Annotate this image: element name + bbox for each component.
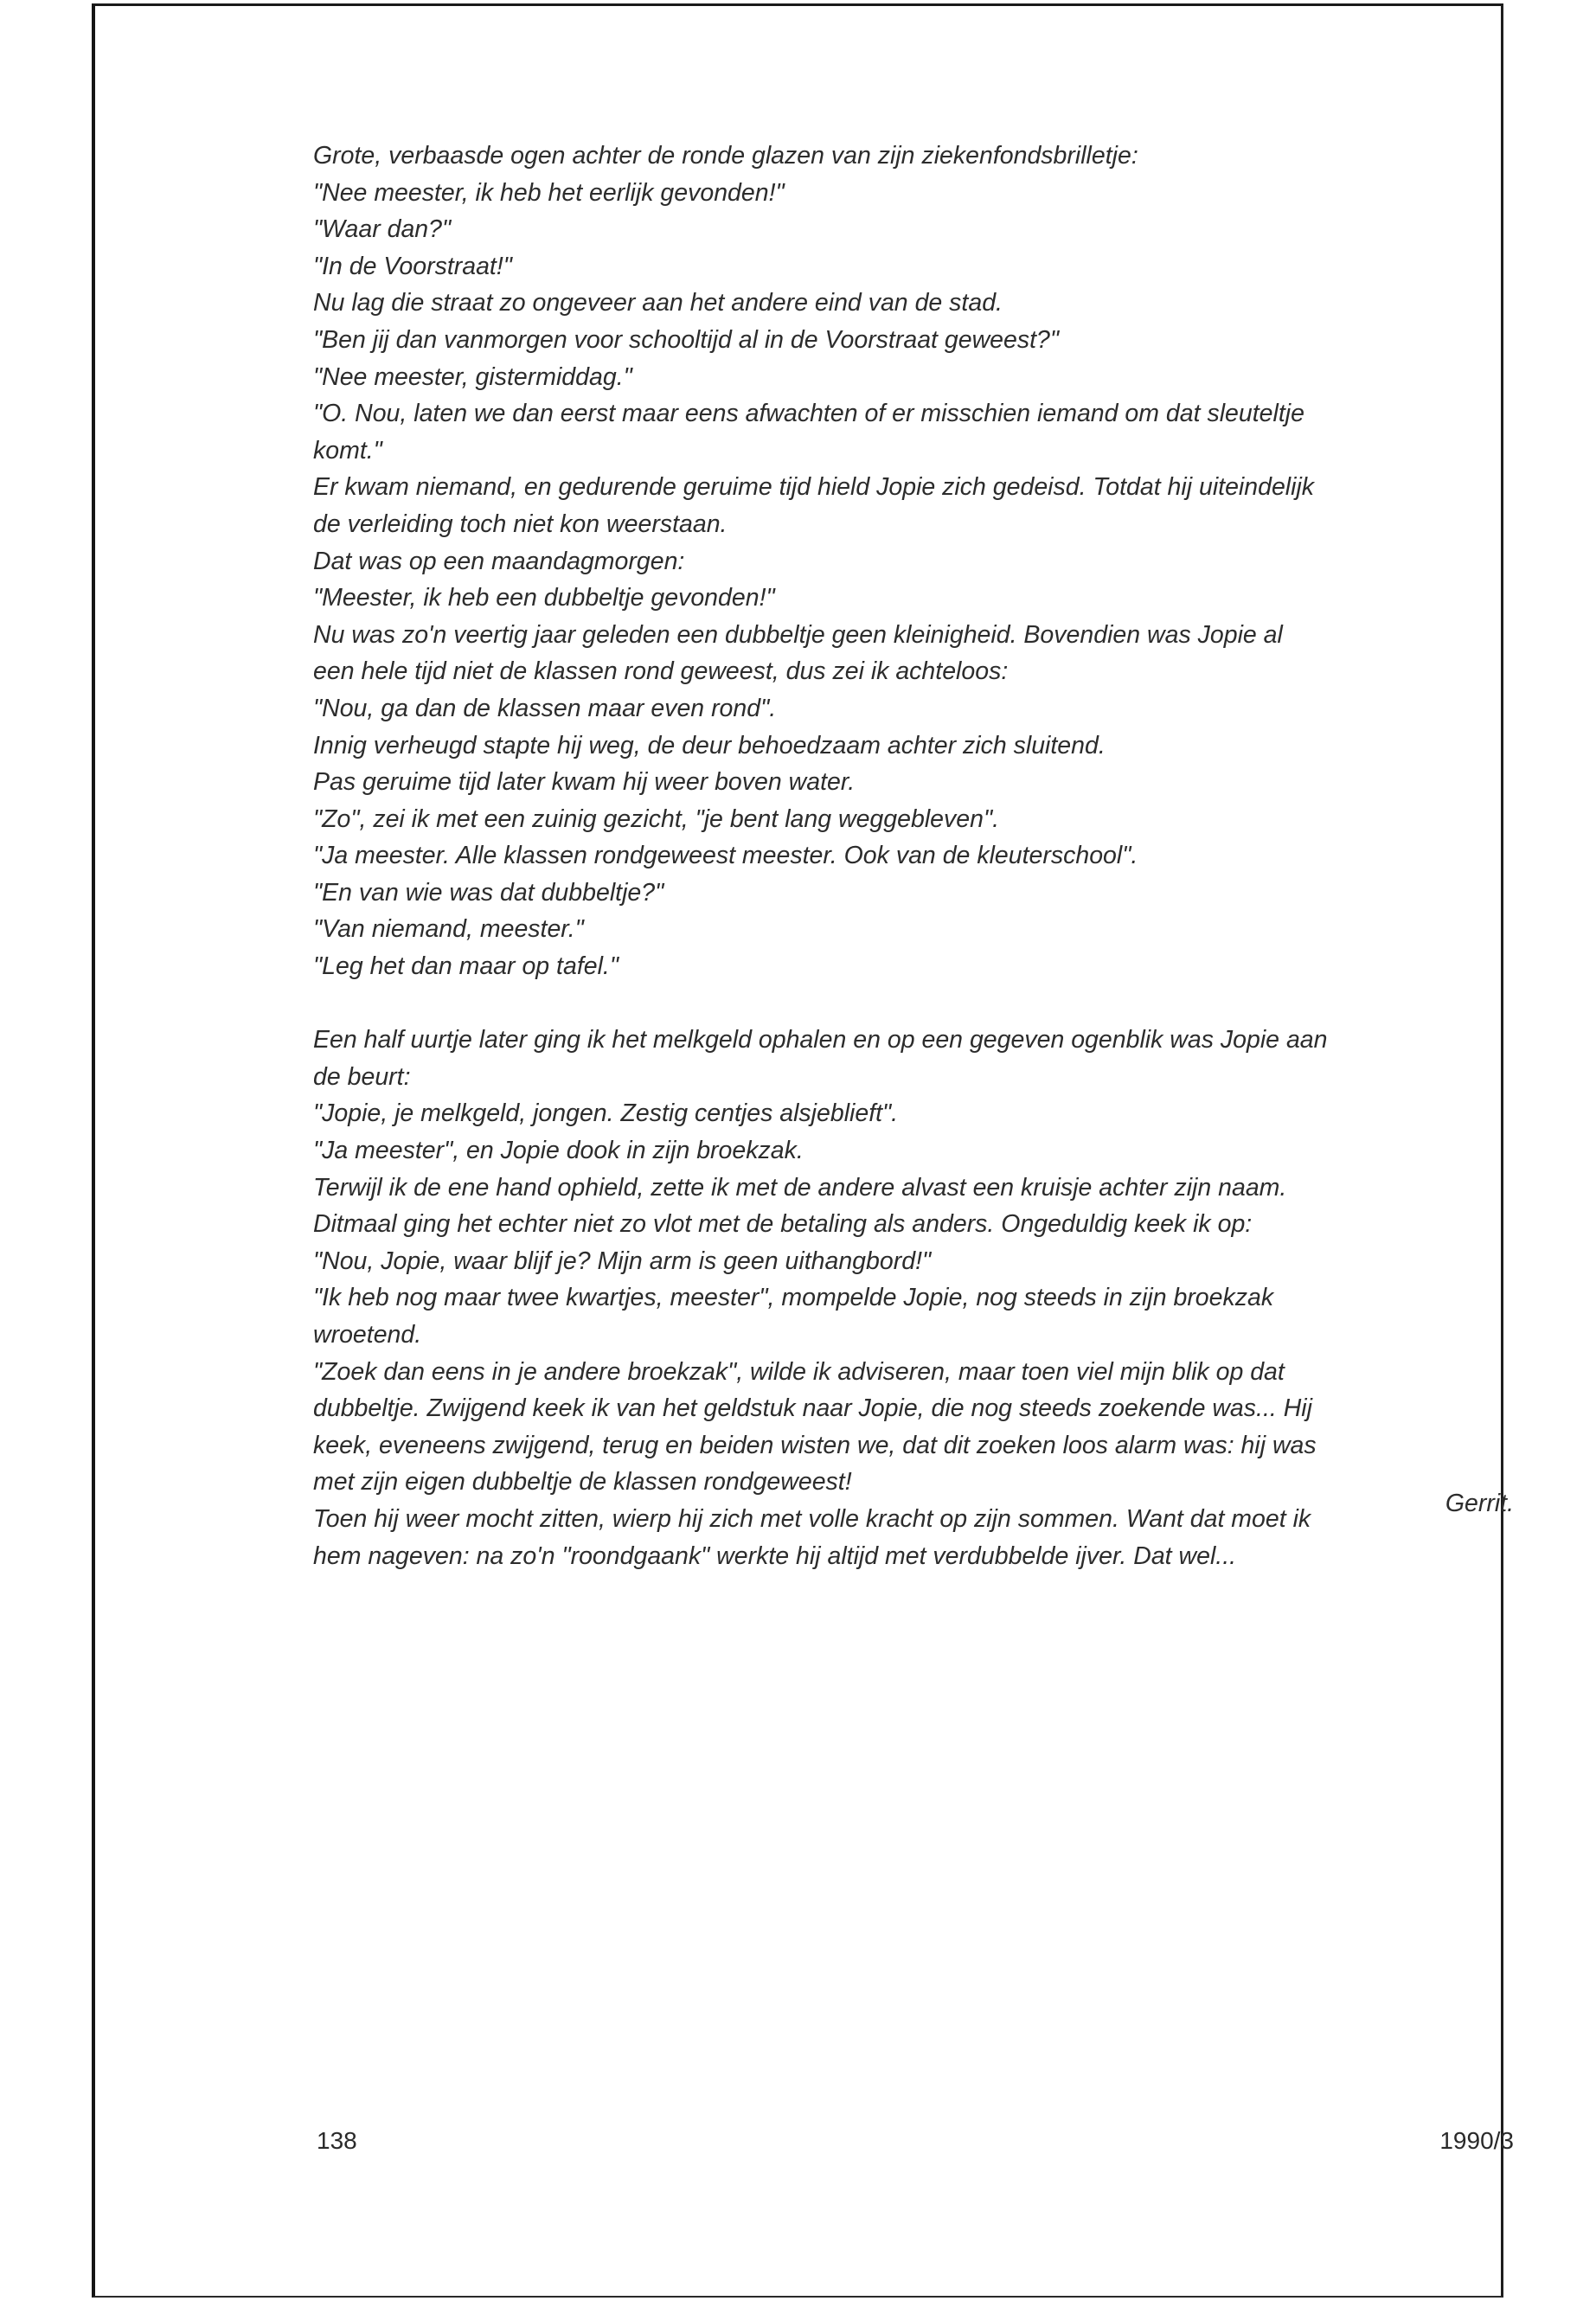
text-line: hem nageven: na zo'n "roondgaank" werkte hij altijd met verdubbelde ijver. Dat wel...: [313, 1541, 1237, 1570]
text-line: de verleiding toch niet kon weerstaan.: [313, 510, 727, 538]
paragraph-gap: [313, 985, 1516, 1022]
text-line: met zijn eigen dubbeltje de klassen rondgeweest!: [313, 1468, 852, 1497]
text-line: "In de Voorstraat!": [313, 252, 512, 280]
text-line: Innig verheugd stapte hij weg, de deur behoedzaam achter zich sluitend.: [313, 731, 1106, 760]
text-line: "Meester, ik heb een dubbeltje gevonden!": [313, 584, 775, 612]
text-line: "Jopie, je melkgeld, jongen. Zestig centjes alsjeblieft".: [313, 1099, 899, 1128]
text-line: de beurt:: [313, 1062, 411, 1091]
text-line: "Waar dan?": [313, 215, 452, 244]
text-line: komt.": [313, 436, 382, 465]
scanned-page: [92, 3, 1514, 2298]
text-line: "O. Nou, laten we dan eerst maar eens afwachten of er misschien iemand om dat sleuteltje: [313, 400, 1304, 428]
text-line: Dat was op een maandagmorgen:: [313, 547, 685, 575]
text-line: wroetend.: [313, 1321, 422, 1349]
author-signature: Gerrit.: [1445, 1490, 1514, 1517]
text-line: "Nou, Jopie, waar blijf je? Mijn arm is geen uithangbord!": [313, 1247, 932, 1275]
text-line: "Zo", zei ik met een zuinig gezicht, "je bent lang weggebleven".: [313, 804, 1000, 833]
text-line: Terwijl ik de ene hand ophield, zette ik met de andere alvast een kruisje achter zijn naam.: [313, 1173, 1287, 1202]
text-line: "Ja meester. Alle klassen rondgeweest meester. Ook van de kleuterschool".: [313, 842, 1138, 870]
text-line: Nu lag die straat zo ongeveer aan het andere eind van de stad.: [313, 289, 1003, 317]
text-line: "Ik heb nog maar twee kwartjes, meester", mompelde Jopie, nog steeds in zijn broekzak: [313, 1284, 1274, 1312]
text-line: Nu was zo'n veertig jaar geleden een dubbeltje geen kleinigheid. Bovendien was Jopie al: [313, 620, 1283, 649]
text-line: "Nee meester, ik heb het eerlijk gevonden!": [313, 178, 785, 207]
text-line: "Nou, ga dan de klassen maar even rond".: [313, 694, 777, 722]
text-line: een hele tijd niet de klassen rond geweest, dus zei ik achteloos:: [313, 657, 1009, 686]
text-line: Grote, verbaasde ogen achter de ronde glazen van zijn ziekenfondsbrilletje:: [313, 142, 1138, 170]
text-line: "Zoek dan eens in je andere broekzak", wilde ik adviseren, maar toen viel mijn blik op dat: [313, 1357, 1285, 1386]
text-line: Pas geruime tijd later kwam hij weer boven water.: [313, 768, 856, 797]
text-line: Een half uurtje later ging ik het melkgeld ophalen en op een gegeven ogenblik was Jopie aan: [313, 1026, 1328, 1054]
page-number: 138: [317, 2127, 357, 2154]
article-body: [313, 138, 1516, 1574]
text-line: "Nee meester, gistermiddag.": [313, 362, 632, 391]
text-line: "En van wie was dat dubbeltje?": [313, 878, 664, 907]
text-line: "Van niemand, meester.": [313, 915, 584, 944]
text-line: Er kwam niemand, en gedurende geruime tijd hield Jopie zich gedeisd. Totdat hij uiteindelijk: [313, 473, 1315, 502]
text-line: dubbeltje. Zwijgend keek ik van het geldstuk naar Jopie, die nog steeds zoekende was... Hij: [313, 1394, 1312, 1423]
text-line: "Ben jij dan vanmorgen voor schooltijd al in de Voorstraat geweest?": [313, 325, 1059, 354]
text-line: Toen hij weer mocht zitten, wierp hij zich met volle kracht op zijn sommen. Want dat moet ik: [313, 1504, 1311, 1533]
text-line: "Leg het dan maar op tafel.": [313, 952, 619, 981]
issue-number: 1990/3: [1439, 2127, 1514, 2154]
text-line: "Ja meester", en Jopie dook in zijn broekzak.: [313, 1137, 804, 1165]
text-line: Ditmaal ging het echter niet zo vlot met de betaling als anders. Ongeduldig keek ik op:: [313, 1210, 1253, 1239]
text-line: keek, eveneens zwijgend, terug en beiden wisten we, dat dit zoeken loos alarm was: hij was: [313, 1431, 1317, 1459]
